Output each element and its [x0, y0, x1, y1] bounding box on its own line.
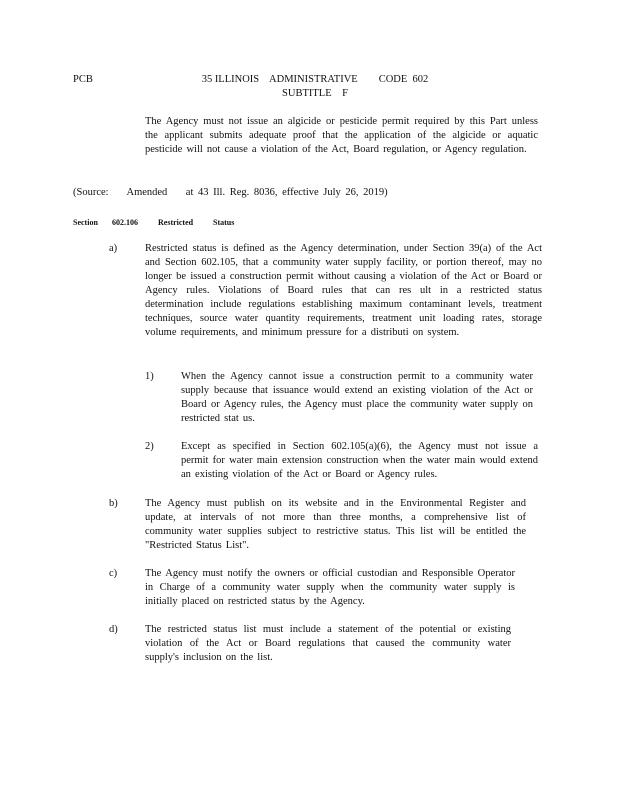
item-text-a1: When the Agency cannot issue a construction permit to a community water supply because that issuance would extend an existing violation of the Act or Board or Agency rules, the Agency must place the community water supply on restricted stat us.	[181, 371, 533, 424]
header-title-line2: SUBTITLE F	[282, 88, 348, 99]
intro-paragraph: The Agency must not issue an algicide or pesticide permit required by this Part unless the applicant submits adequate proof that the application of the algicide or aquatic pesticide will not cause a violation of the Act, Board regulation, or Agency regulation.	[145, 116, 538, 155]
item-label-d: d)	[109, 624, 118, 635]
item-label-b: b)	[109, 498, 118, 509]
item-label-a: a)	[109, 243, 118, 254]
source-note: (Source: Amended at 43 Ill. Reg. 8036, effective July 26, 2019)	[73, 187, 388, 198]
item-text-a: Restricted status is defined as the Agency determination, under Section 39(a) of the Act and Section 602.105, that a community water supply facility, or portion thereof, may no longer be issued a construction permit without causing a violation of the Act or Board or Agency rules. Violations of Board rules that can res ult in a restricted status determination include regulations establishing maximum contaminant levels, treatment techniques, source water quantity requirements, treatment unit loading rates, storage volume requirements, and minimum pressure for a distributi on system.	[145, 243, 542, 338]
section-title-word2: Status	[213, 218, 235, 227]
item-text-c: The Agency must notify the owners or official custodian and Responsible Operator in Charge of a community water supply when the community water supply is initially placed on restricted status by the Agency.	[145, 568, 515, 607]
item-text-b: The Agency must publish on its website and in the Environmental Register and update, at intervals of not more than three months, a comprehensive list of community water supplies subject to restrictive status. This list will be entitled the "Restricted Status List".	[145, 498, 526, 551]
item-text-d: The restricted status list must include a statement of the potential or existing violation of the Act or Board regulations that caused the community water supply's inclusion on the list.	[145, 624, 511, 663]
section-title-word1: Restricted	[158, 218, 194, 227]
header-title-line1: 35 ILLINOIS ADMINISTRATIVE CODE 602	[201, 74, 429, 85]
section-prefix: Section	[73, 218, 98, 227]
section-number: 602.106	[112, 218, 138, 227]
header-title	[150, 73, 480, 101]
item-label-c: c)	[109, 568, 118, 579]
header-agency-code: PCB	[73, 74, 93, 85]
item-text-a2: Except as specified in Section 602.105(a)(6), the Agency must not issue a permit for water main extension construction when the water main would extend an existing violation of the Act or Board or Agency rules.	[181, 441, 538, 480]
item-label-a1: 1)	[145, 371, 154, 382]
item-label-a2: 2)	[145, 441, 154, 452]
